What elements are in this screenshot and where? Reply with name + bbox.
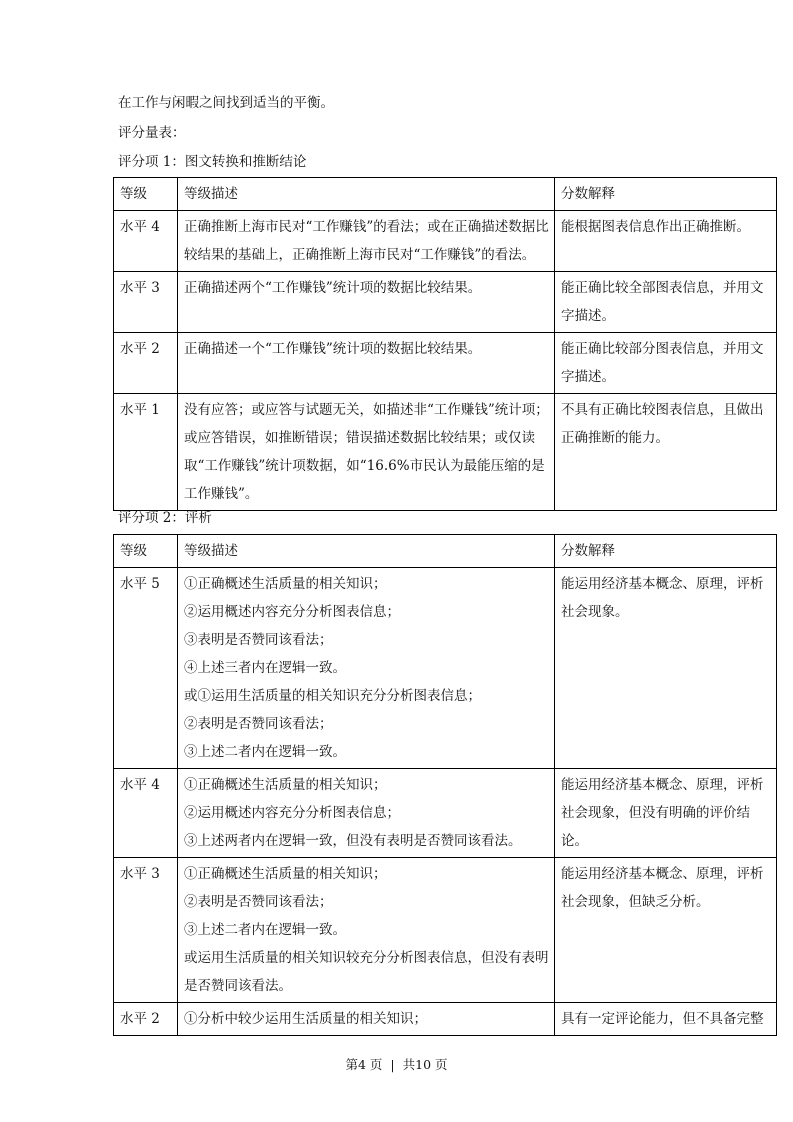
desc-cell: 正确描述一个“工作赚钱”统计项的数据比较结果。 xyxy=(178,333,555,394)
page-total: 共10 页 xyxy=(402,1057,448,1072)
table-row xyxy=(114,769,777,858)
desc-line: 或①运用生活质量的相关知识充分分析图表信息； xyxy=(184,688,481,704)
desc-cell: 正确描述两个“工作赚钱”统计项的数据比较结果。 xyxy=(178,272,555,333)
expl-cell: 能运用经济基本概念、原理，评析社会现象。 xyxy=(555,568,777,769)
desc-line: ②表明是否赞同该看法； xyxy=(184,716,333,732)
expl-cell: 能运用经济基本概念、原理，评析社会现象，但缺乏分析。 xyxy=(555,858,777,1003)
desc-line: ①分析中较少运用生活质量的相关知识； xyxy=(184,1011,427,1027)
header-expl: 分数解释 xyxy=(555,535,777,568)
header-level: 等级 xyxy=(114,178,178,211)
table-row xyxy=(114,568,777,769)
scale-title: 评分量表： xyxy=(118,125,186,141)
intro-line: 在工作与闲暇之间找到适当的平衡。 xyxy=(118,95,334,111)
item1-title: 评分项 1：图文转换和推断结论 xyxy=(118,154,307,170)
page-footer xyxy=(0,1056,793,1074)
desc-cell xyxy=(178,858,555,1003)
table-row xyxy=(114,1003,777,1036)
table-row xyxy=(114,211,777,272)
table-row xyxy=(114,272,777,333)
desc-line: ③上述二者内在逻辑一致。 xyxy=(184,744,346,760)
expl-cell: 能正确比较部分图表信息，并用文字描述。 xyxy=(555,333,777,394)
rubric-table-2 xyxy=(113,534,777,1036)
desc-cell xyxy=(178,568,555,769)
desc-line: ①正确概述生活质量的相关知识； xyxy=(184,576,387,592)
desc-cell: 正确推断上海市民对“工作赚钱”的看法；或在正确描述数据比较结果的基础上，正确推断上海市民对“工作赚钱”的看法。 xyxy=(178,211,555,272)
desc-line: ②表明是否赞同该看法； xyxy=(184,894,333,910)
table-row xyxy=(114,333,777,394)
level-cell: 水平 2 xyxy=(114,333,178,394)
level-cell: 水平 3 xyxy=(114,858,178,1003)
level-cell: 水平 4 xyxy=(114,769,178,858)
level-cell: 水平 4 xyxy=(114,211,178,272)
header-level: 等级 xyxy=(114,535,178,568)
level-cell: 水平 3 xyxy=(114,272,178,333)
expl-cell: 能根据图表信息作出正确推断。 xyxy=(555,211,777,272)
table-header-row xyxy=(114,535,777,568)
footer-separator: | xyxy=(390,1057,395,1072)
desc-cell: 没有应答；或应答与试题无关，如描述非“工作赚钱”统计项；或应答错误，如推断错误；错误描述数据比较结果；或仅读取“工作赚钱”统计项数据，如“16.6%市民认为最能压缩的是工作赚钱”。 xyxy=(178,394,555,511)
level-cell: 水平 1 xyxy=(114,394,178,511)
desc-line: ②运用概述内容充分分析图表信息； xyxy=(184,604,400,620)
rubric-table-1 xyxy=(113,177,777,511)
expl-cell: 能正确比较全部图表信息，并用文字描述。 xyxy=(555,272,777,333)
level-cell: 水平 2 xyxy=(114,1003,178,1036)
desc-line: ②运用概述内容充分分析图表信息； xyxy=(184,805,400,821)
desc-line: ①正确概述生活质量的相关知识； xyxy=(184,777,387,793)
desc-line: ①正确概述生活质量的相关知识； xyxy=(184,866,387,882)
header-desc: 等级描述 xyxy=(178,535,555,568)
desc-line: ③表明是否赞同该看法； xyxy=(184,632,333,648)
item2-title: 评分项 2：评析 xyxy=(118,510,212,526)
expl-cell: 能运用经济基本概念、原理，评析社会现象，但没有明确的评价结论。 xyxy=(555,769,777,858)
header-expl: 分数解释 xyxy=(555,178,777,211)
expl-cell: 具有一定评论能力，但不具备完整 xyxy=(555,1003,777,1036)
level-cell: 水平 5 xyxy=(114,568,178,769)
page-number: 第4 页 xyxy=(345,1057,383,1072)
desc-line: 或运用生活质量的相关知识较充分分析图表信息，但没有表明是否赞同该看法。 xyxy=(184,950,549,994)
table-row xyxy=(114,394,777,511)
desc-line: ③上述两者内在逻辑一致，但没有表明是否赞同该看法。 xyxy=(184,833,522,849)
desc-cell xyxy=(178,769,555,858)
table-row xyxy=(114,858,777,1003)
header-desc: 等级描述 xyxy=(178,178,555,211)
desc-line: ④上述三者内在逻辑一致。 xyxy=(184,660,346,676)
table-header-row xyxy=(114,178,777,211)
desc-line: ③上述二者内在逻辑一致。 xyxy=(184,922,346,938)
desc-cell xyxy=(178,1003,555,1036)
expl-cell: 不具有正确比较图表信息，且做出正确推断的能力。 xyxy=(555,394,777,511)
